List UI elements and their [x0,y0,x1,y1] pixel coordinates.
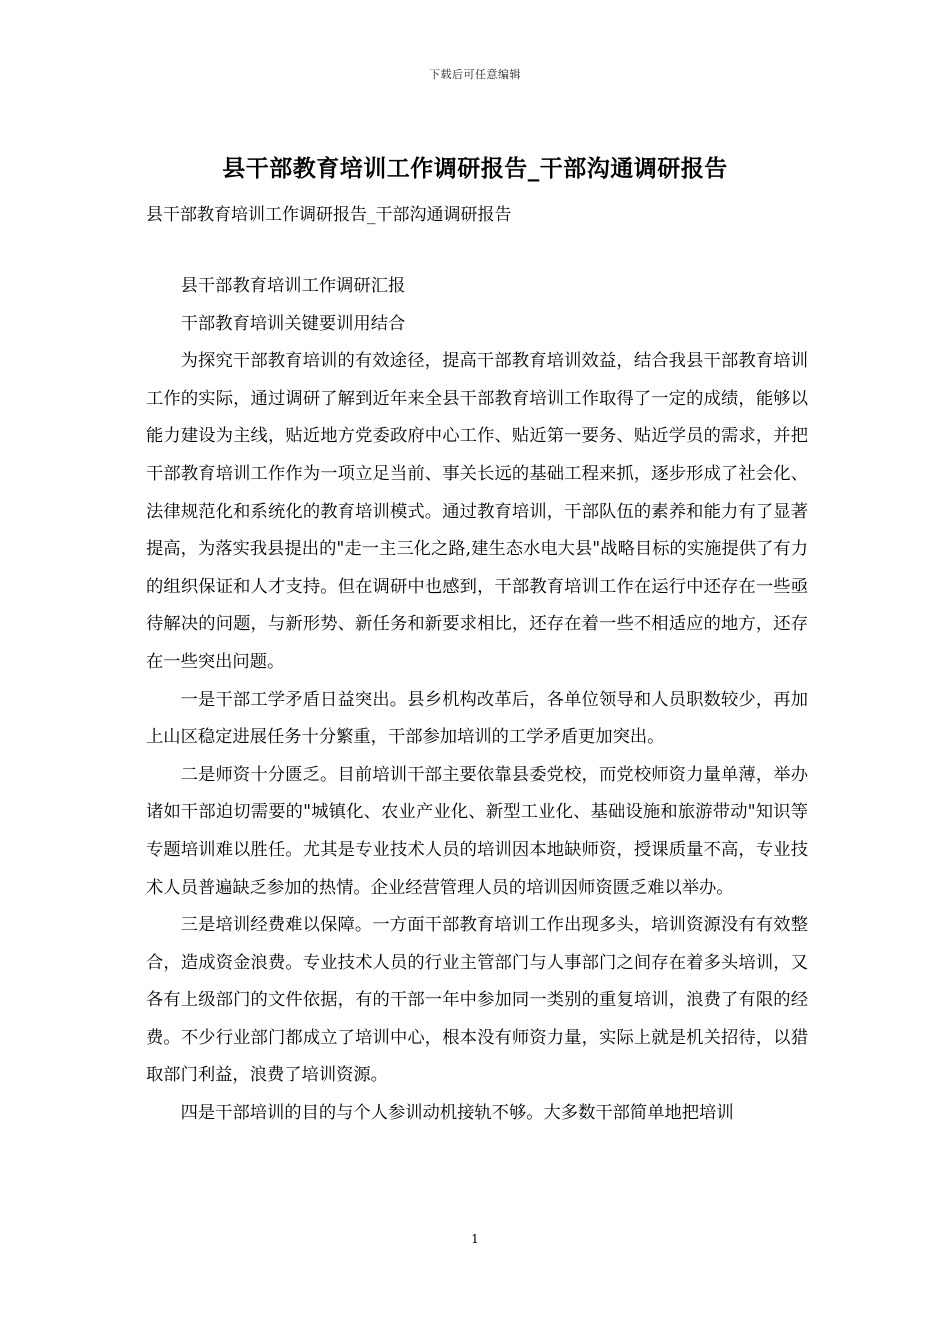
document-title: 县干部教育培训工作调研报告_干部沟通调研报告 [222,155,728,182]
document-subtitle: 县干部教育培训工作调研报告_干部沟通调研报告 [146,205,512,225]
paragraph: 四是干部培训的目的与个人参训动机接轨不够。大多数干部简单地把培训 [180,1103,734,1124]
body-text [146,268,808,1133]
paragraph: 县干部教育培训工作调研汇报 [180,276,406,296]
page-number: 1 [471,1232,479,1246]
paragraph: 为探究干部教育培训的有效途径，提高干部教育培训效益，结合我县干部教育培训工作的实际，通过调研了解到近年来全县干部教育培训工作取得了一定的成绩，能够以能力建设为主线，贴近地方党委政府中心工作、贴近第一要务、贴近学员的需求，并把干部教育培训工作作为一项立足当前、事关长远的基础工程来抓，逐步形成了社会化、法律规范化和系统化的教育培训模式。通过教育培训，干部队伍的素养和能力有了显著提高，为落实我县提出的"走一主三化之路,建生态水电大县"战略目标的实施提供了有力的组织保证和人才支持。但在调研中也感到，干部教育培训工作在运行中还存在一些亟待解决的问题，与新形势、新任务和新要求相比，还存在着一些不相适应的地方，还存在一些突出问题。 [146,351,808,672]
paragraph: 二是师资十分匮乏。目前培训干部主要依靠县委党校，而党校师资力量单薄，举办诸如干部迫切需要的"城镇化、农业产业化、新型工业化、基础设施和旅游带动"知识等专题培训难以胜任。尤其是专业技术人员的培训因本地缺师资，授课质量不高，专业技术人员普遍缺乏参加的热情。企业经营管理人员的培训因师资匮乏难以举办。 [146,764,808,898]
paragraph: 一是干部工学矛盾日益突出。县乡机构改革后，各单位领导和人员职数较少，再加上山区稳定进展任务十分繁重，干部参加培训的工学矛盾更加突出。 [146,689,808,748]
paragraph: 三是培训经费难以保障。一方面干部教育培训工作出现多头，培训资源没有有效整合，造成资金浪费。专业技术人员的行业主管部门与人事部门之间存在着多头培训，又各有上级部门的文件依据，有的干部一年中参加同一类别的重复培训，浪费了有限的经费。不少行业部门都成立了培训中心，根本没有师资力量，实际上就是机关招待，以猎取部门利益，浪费了培训资源。 [146,915,808,1086]
paragraph: 干部教育培训关键要训用结合 [180,313,406,334]
header-note: 下载后可任意编辑 [429,68,521,81]
